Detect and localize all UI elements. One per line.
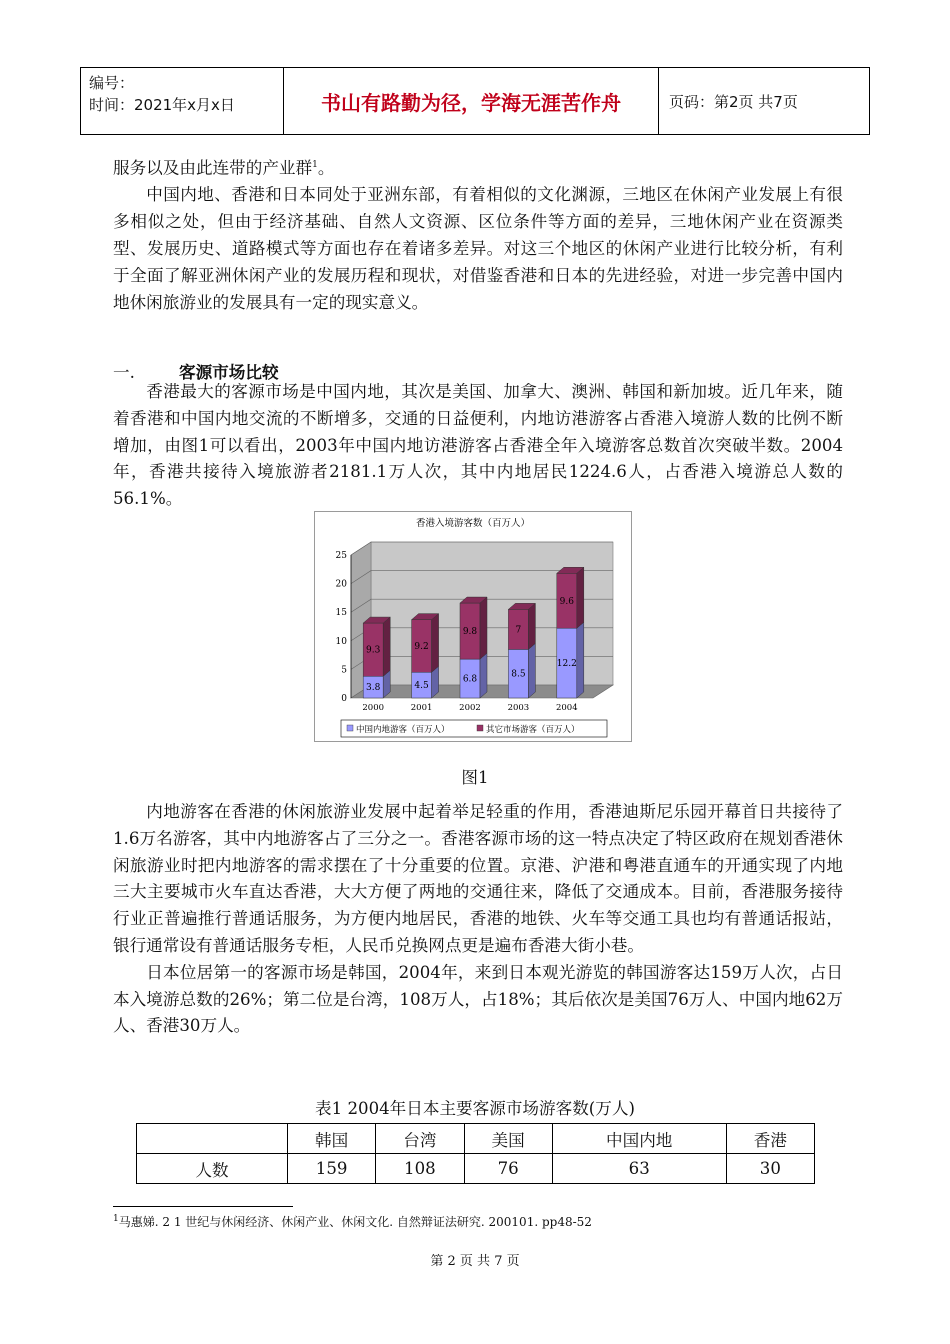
table-header-cell: 香港 (726, 1124, 814, 1154)
y-tick-label: 10 (335, 636, 347, 647)
footnote-divider (113, 1206, 293, 1207)
chart-figure (314, 511, 632, 742)
data-label: 4.5 (414, 681, 429, 692)
code-label: 编号： (89, 74, 135, 92)
header-meta (81, 68, 284, 134)
table-cell: 159 (288, 1154, 376, 1184)
table-cell: 30 (726, 1154, 814, 1184)
y-tick-label: 15 (335, 608, 347, 619)
table-cell: 63 (552, 1154, 726, 1184)
x-tick-label: 2002 (459, 703, 481, 713)
footnote-text: 马惠娣. 2 1 世纪与休闲经济、休闲产业、休闲文化. 自然辩证法研究. 200101. pp48-52 (118, 1215, 592, 1229)
paragraph-4: 内地游客在香港的休闲旅游业发展中起着举足轻重的作用，香港迪斯尼乐园开幕首日共接待了1.6万名游客，其中内地游客占了三分之一。香港客源市场的这一特点决定了特区政府在规划香港休闲旅游业时把内地游客的需求摆在了十分重要的位置。京港、沪港和粤港直通车的开通实现了内地三大主要城市火车直达香港，大大方便了两地的交通往来，降低了交通成本。目前，香港服务接待行业正普遍推行普通话服务，为方便内地居民，香港的地铁、火车等交通工具也均有普通话报站，银行通常设有普通话服务专柜，人民币兑换网点更是遍布香港大街小巷。 (113, 802, 843, 955)
footnote (113, 1213, 592, 1230)
table-header-cell: 美国 (464, 1124, 552, 1154)
data-label: 9.3 (366, 645, 381, 656)
paragraph-1: 服务以及由此连带的产业群$^1$。 (113, 158, 335, 178)
data-label: 8.5 (511, 669, 526, 680)
legend-swatch (347, 725, 353, 731)
data-label: 9.8 (462, 627, 478, 638)
row-label-cell: 人数 (137, 1154, 288, 1184)
y-tick-label: 20 (335, 579, 347, 590)
bar-side (528, 643, 535, 698)
table-header-cell: 台湾 (376, 1124, 464, 1154)
source-market-table (136, 1123, 815, 1184)
bar-side (383, 617, 390, 676)
bar-side (480, 597, 487, 659)
data-label: 9.6 (559, 596, 574, 607)
x-tick-label: 2001 (410, 703, 433, 713)
table-header-cell: 韩国 (288, 1124, 376, 1154)
paragraph-5: 日本位居第一的客源市场是韩国，2004年，来到日本观光游览的韩国游客达159万人次，占日本入境游总数的26%；第二位是台湾，108万人，占18%；其后依次是美国76万人、中国内地62万人、香港30万人。 (113, 962, 843, 1036)
x-tick-label: 2004 (555, 703, 578, 713)
bar-side (480, 653, 487, 698)
x-tick-label: 2003 (507, 703, 530, 713)
data-label: 6.8 (462, 674, 478, 685)
y-tick-label: 25 (335, 551, 347, 561)
x-tick-label: 2000 (362, 703, 385, 713)
legend-label: 中国内地游客（百万人） (356, 725, 450, 735)
table-header-cell (137, 1124, 288, 1154)
date-label: 时间：2021年x月x日 (89, 96, 235, 114)
table-cell: 76 (464, 1154, 552, 1184)
table-header-row (137, 1124, 815, 1154)
stacked-bar-chart (315, 512, 631, 741)
data-label: 3.8 (366, 683, 381, 694)
body-text-bottom (113, 799, 843, 1040)
section-title: 客源市场比较 (179, 363, 279, 382)
page-footer: 第 2 页 共 7 页 (430, 1254, 520, 1269)
paragraph-2: 中国内地、香港和日本同处于亚洲东部，有着相似的文化渊源，三地区在休闲产业发展上有很多相似之处，但由于经济基础、自然人文资源、区位条件等方面的差异，三地休闲产业在资源类型、发展历史、道路模式等方面也存在着诸多差异。对这三个地区的休闲产业进行比较分析，有利于全面了解亚洲休闲产业的发展历程和现状，对借鉴香港和日本的先进经验，对进一步完善中国内地休闲旅游业的发展具有一定的现实意义。 (113, 185, 843, 312)
bar-side (432, 614, 439, 673)
bar-side (577, 567, 584, 628)
legend-swatch (477, 725, 483, 731)
table-row (137, 1154, 815, 1184)
data-label: 12.2 (556, 659, 577, 670)
header-motto: 书山有路勤为径，学海无涯苦作舟 (284, 68, 659, 134)
footnote-ref[interactable]: 1 (312, 160, 318, 170)
chart-title: 香港入境游客数（百万人） (415, 518, 531, 529)
header-page-info: 页码：第2页 共7页 (669, 92, 798, 111)
bar-side (528, 603, 535, 649)
table-caption: 表1 2004年日本主要客源市场游客数(万人) (315, 1099, 635, 1118)
table-header-cell: 中国内地 (552, 1124, 726, 1154)
bar-side (577, 622, 584, 698)
legend-label: 其它市场游客（百万人） (486, 725, 580, 735)
paragraph-3: 香港最大的客源市场是中国内地，其次是美国、加拿大、澳洲、韩国和新加坡。近几年来，随着香港和中国内地交流的不断增多，交通的日益便利，内地访港游客占香港入境游人数的比例不断增加，由图1可以看出，2003年中国内地访港游客占香港全年入境游客总数首次突破半数。2004年，香港共接待入境旅游者2181.1万人次，其中内地居民1224.6人，占香港入境游总人数的56.1%。 (113, 382, 843, 509)
section-number: 一. (113, 363, 135, 382)
body-text-section (113, 379, 843, 513)
document-header (80, 67, 870, 135)
figure-caption: 图1 (461, 768, 489, 787)
data-label: 9.2 (414, 641, 429, 652)
data-label: 7 (515, 625, 522, 636)
y-tick-label: 0 (341, 694, 347, 704)
y-tick-label: 5 (341, 665, 347, 676)
table-cell: 108 (376, 1154, 464, 1184)
footnote-mark: 1 (113, 1214, 119, 1224)
body-text-top (113, 152, 843, 316)
